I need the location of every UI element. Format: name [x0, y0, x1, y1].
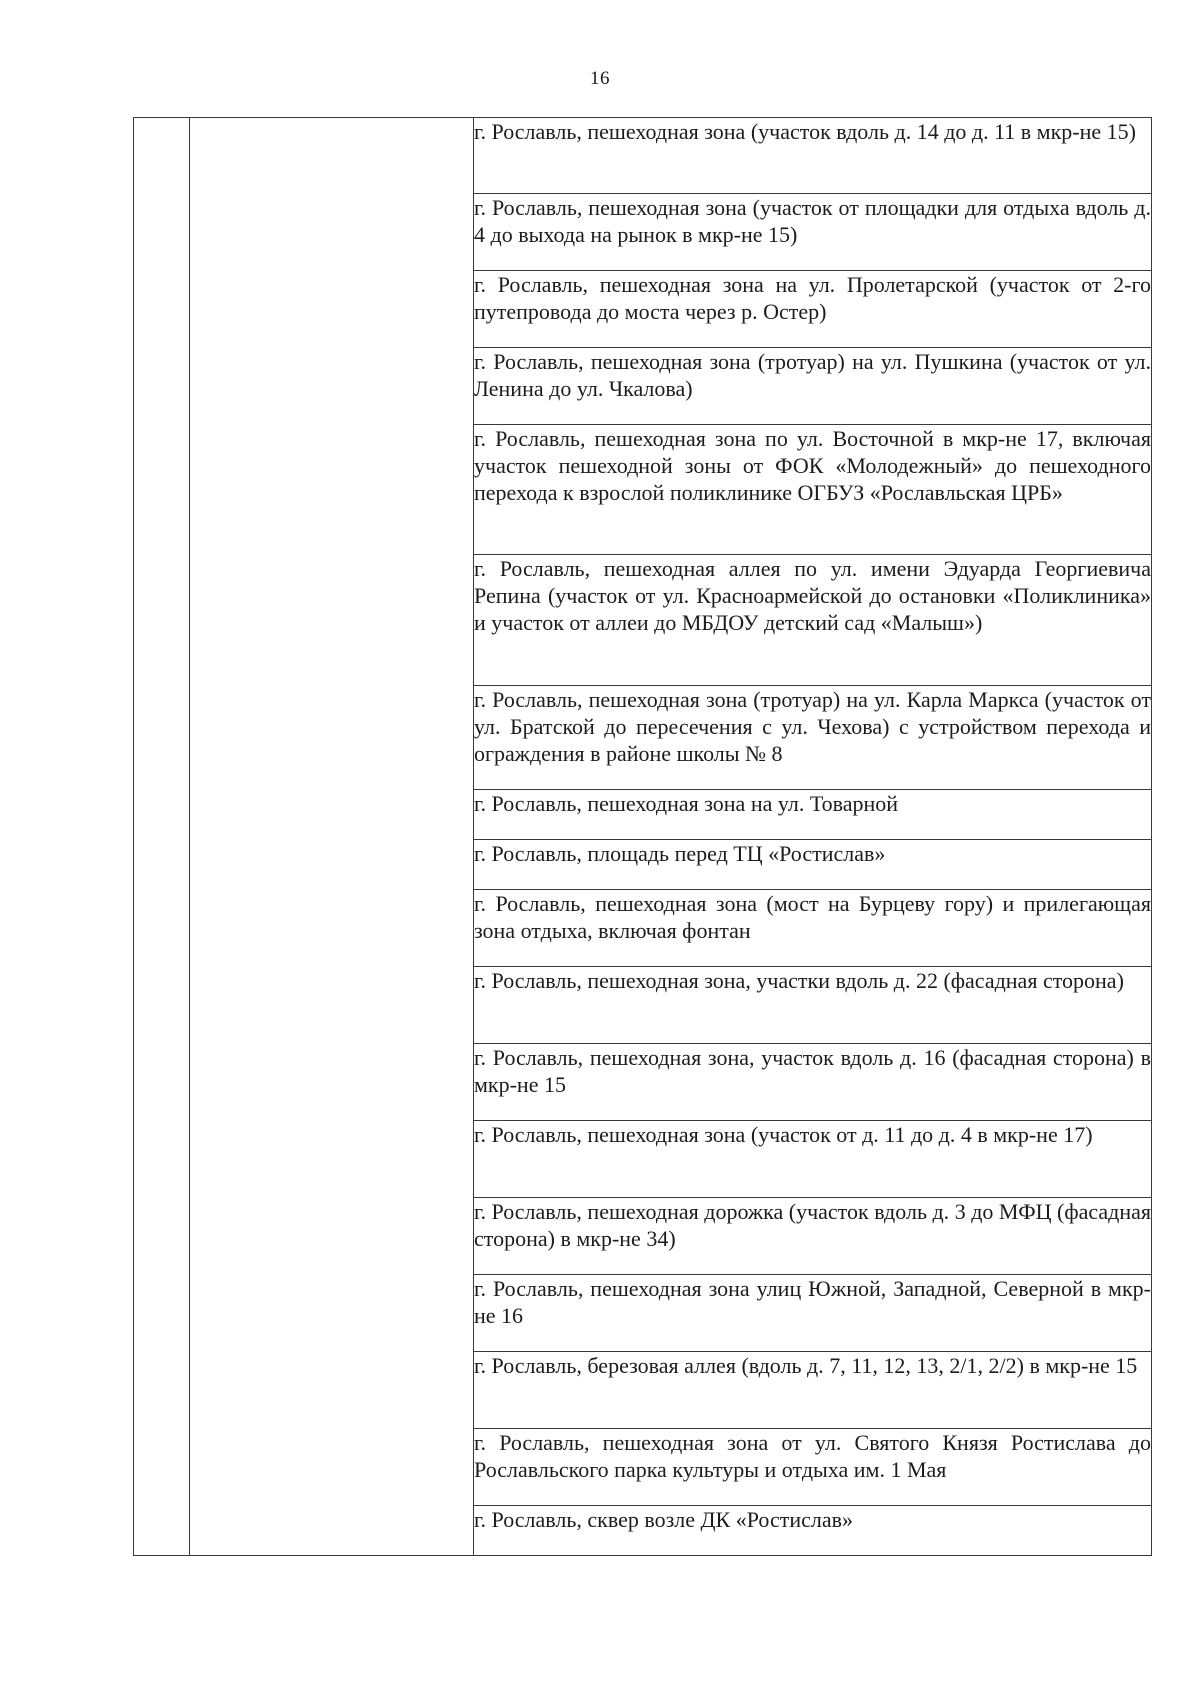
location-entry: г. Рославль, пешеходная зона по ул. Восточной в мкр-не 17, включая участок пешеходной зоны от ФОК «Молодежный» до пешеходного перехода к взрослой поликлинике ОГБУЗ «Рославльская ЦРБ» [474, 425, 1152, 555]
location-entry: г. Рославль, пешеходная зона, участок вдоль д. 16 (фасадная сторона) в мкр-не 15 [474, 1044, 1152, 1121]
location-entry: г. Рославль, пешеходная аллея по ул. имени Эдуарда Георгиевича Репина (участок от ул. Красноармейской до остановки «Поликлиника» и участок от аллеи до МБДОУ детский сад «Малыш») [474, 555, 1152, 686]
location-entry: г. Рославль, пешеходная зона на ул. Товарной [474, 790, 1152, 840]
table-row [134, 118, 1152, 194]
location-entry: г. Рославль, пешеходная зона (мост на Бурцеву гору) и прилегающая зона отдыха, включая фонтан [474, 890, 1152, 967]
location-entry: г. Рославль, площадь перед ТЦ «Ростислав» [474, 840, 1152, 890]
index-column-cell [134, 118, 190, 1556]
location-entry: г. Рославль, пешеходная зона от ул. Святого Князя Ростислава до Рославльского парка культуры и отдыха им. 1 Мая [474, 1429, 1152, 1506]
name-column-cell [190, 118, 474, 1556]
location-entry: г. Рославль, сквер возле ДК «Ростислав» [474, 1506, 1152, 1556]
locations-table [133, 117, 1152, 1556]
location-entry: г. Рославль, пешеходная зона (тротуар) на ул. Пушкина (участок от ул. Ленина до ул. Чкалова) [474, 348, 1152, 425]
location-entry: г. Рославль, пешеходная зона улиц Южной, Западной, Северной в мкр-не 16 [474, 1275, 1152, 1352]
location-entry: г. Рославль, пешеходная зона, участки вдоль д. 22 (фасадная сторона) [474, 967, 1152, 1044]
page-number: 16 [590, 68, 610, 89]
location-entry: г. Рославль, пешеходная дорожка (участок вдоль д. 3 до МФЦ (фасадная сторона) в мкр-не 34) [474, 1198, 1152, 1275]
location-entry: г. Рославль, пешеходная зона (участок от д. 11 до д. 4 в мкр-не 17) [474, 1121, 1152, 1198]
location-entry: г. Рославль, пешеходная зона (участок от площадки для отдыха вдоль д. 4 до выхода на рынок в мкр-не 15) [474, 194, 1152, 271]
location-entry: г. Рославль, пешеходная зона на ул. Пролетарской (участок от 2-го путепровода до моста через р. Остер) [474, 271, 1152, 348]
location-entry: г. Рославль, березовая аллея (вдоль д. 7, 11, 12, 13, 2/1, 2/2) в мкр-не 15 [474, 1352, 1152, 1429]
location-entry: г. Рославль, пешеходная зона (участок вдоль д. 14 до д. 11 в мкр-не 15) [474, 118, 1152, 194]
location-entry: г. Рославль, пешеходная зона (тротуар) на ул. Карла Маркса (участок от ул. Братской до пересечения с ул. Чехова) с устройством перехода и ограждения в районе школы № 8 [474, 686, 1152, 790]
